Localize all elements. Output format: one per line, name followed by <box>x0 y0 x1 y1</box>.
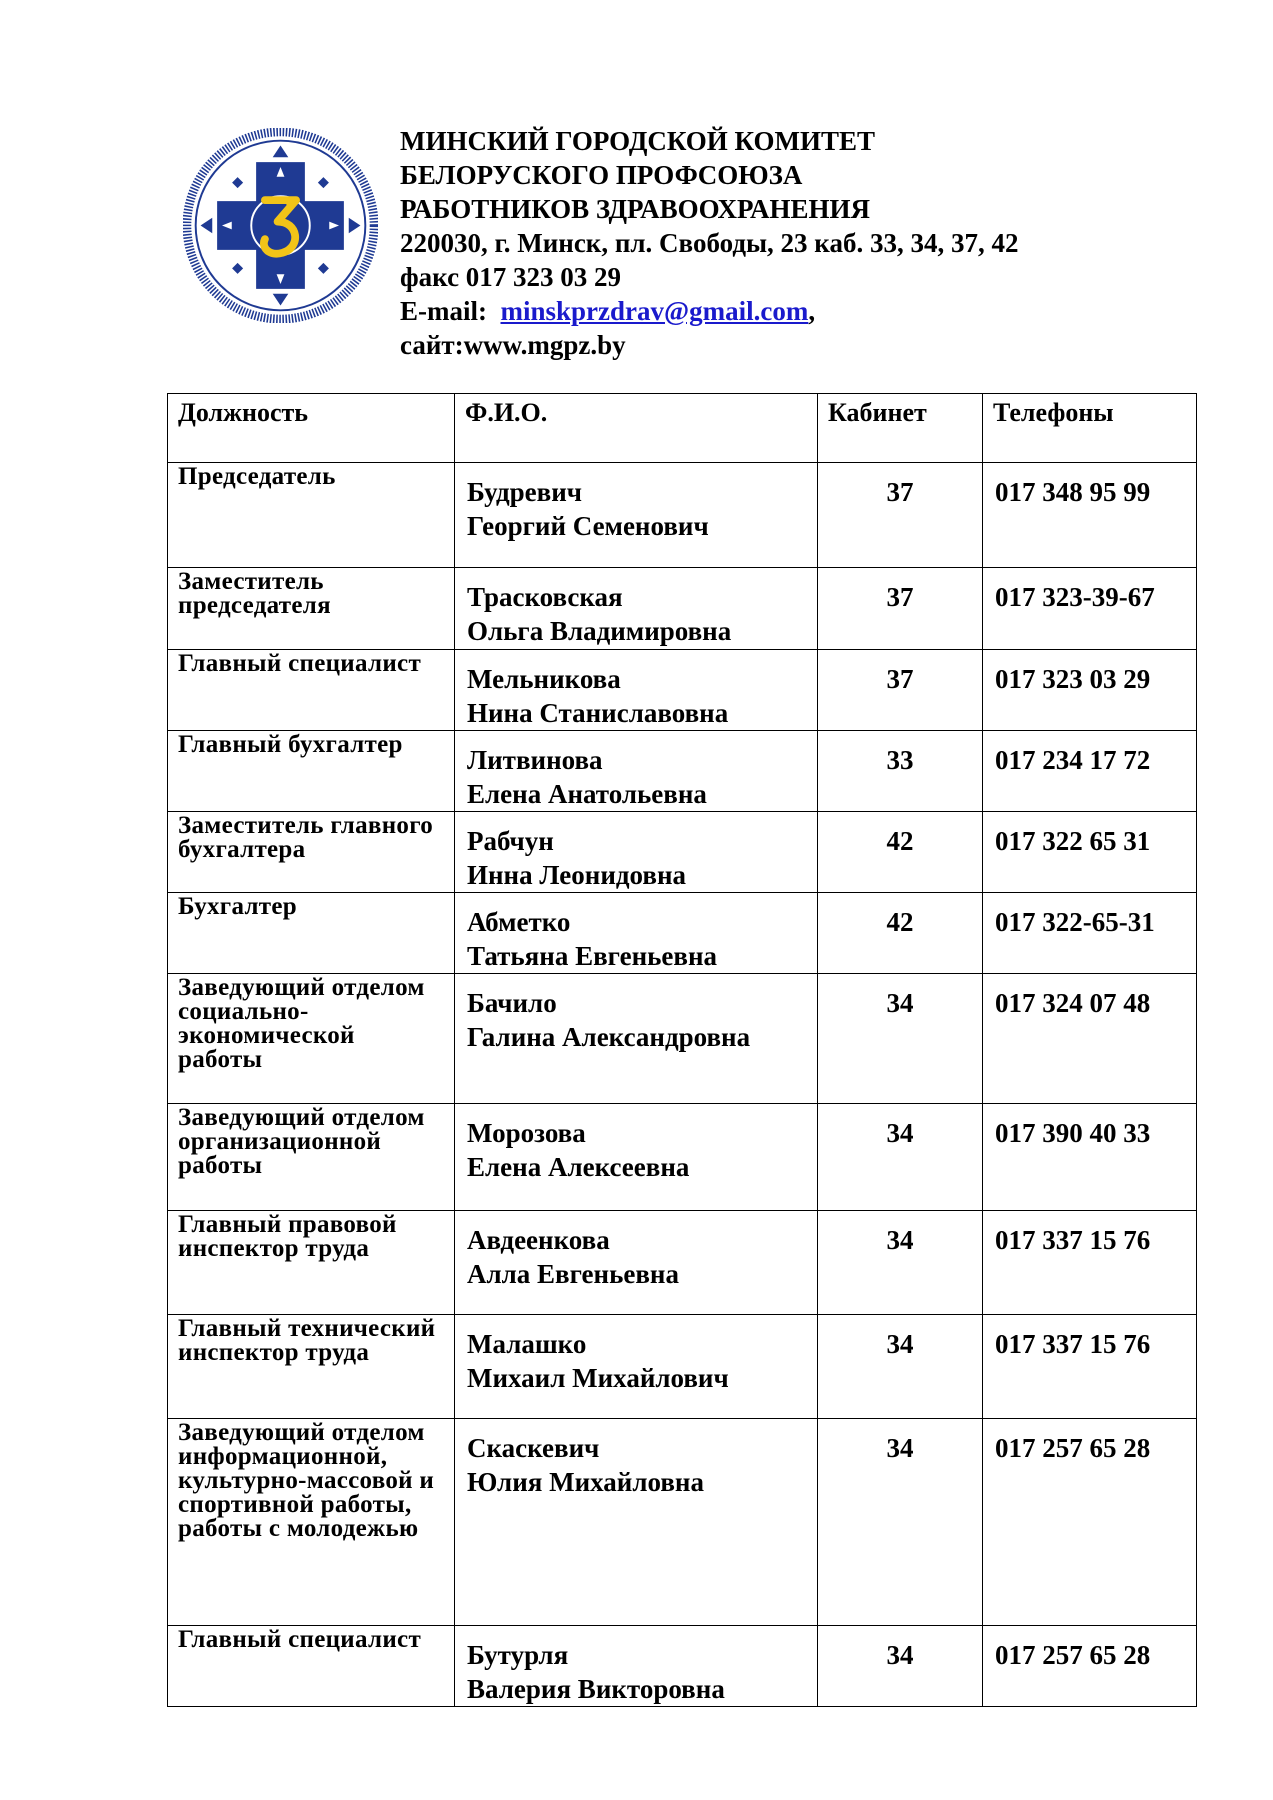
table-row <box>168 463 1197 568</box>
position-cell <box>168 1626 455 1707</box>
name-cell <box>455 893 818 974</box>
room-text: 42 <box>886 907 914 937</box>
name-cell <box>455 731 818 812</box>
room-text: 34 <box>886 1640 914 1670</box>
position-text: Председатель <box>178 463 336 490</box>
room-cell <box>818 812 983 893</box>
phone-cell <box>983 1626 1197 1707</box>
email-link[interactable]: minskprzdrav@gmail.com <box>500 296 809 326</box>
union-emblem-icon <box>183 128 378 323</box>
given-name-text: Алла Евгеньевна <box>467 1259 679 1289</box>
phone-cell <box>983 974 1197 1104</box>
table-header-row <box>168 394 1197 463</box>
given-name-text: Галина Александровна <box>467 1022 751 1052</box>
table-row <box>168 1626 1197 1707</box>
org-name-line-3: РАБОТНИКОВ ЗДРАВООХРАНЕНИЯ <box>400 194 871 224</box>
name-cell <box>455 974 818 1104</box>
room-cell <box>818 463 983 568</box>
surname-text: Мельникова <box>467 664 621 694</box>
room-cell <box>818 893 983 974</box>
position-cell <box>168 650 455 731</box>
table-row <box>168 812 1197 893</box>
given-name-text: Нина Станиславовна <box>467 698 729 728</box>
staff-table <box>167 393 1197 1707</box>
table-row <box>168 1419 1197 1626</box>
room-text: 34 <box>886 988 914 1018</box>
email-suffix: , <box>808 296 816 326</box>
header-phone: Телефоны <box>983 394 1197 463</box>
surname-text: Бутурля <box>467 1640 569 1670</box>
name-cell <box>455 568 818 650</box>
room-text: 37 <box>886 582 914 612</box>
name-cell <box>455 650 818 731</box>
name-cell <box>455 1315 818 1419</box>
org-fax: факс 017 323 03 29 <box>400 262 622 292</box>
phone-text: 017 257 65 28 <box>995 1433 1151 1463</box>
given-name-text: Инна Леонидовна <box>467 860 687 890</box>
surname-text: Бачило <box>467 988 557 1018</box>
position-cell <box>168 974 455 1104</box>
phone-text: 017 390 40 33 <box>995 1118 1151 1148</box>
position-text: Бухгалтер <box>178 893 297 920</box>
name-cell <box>455 1419 818 1626</box>
given-name-text: Юлия Михайловна <box>467 1467 704 1497</box>
name-cell <box>455 463 818 568</box>
position-text: Заведующий отделом информационной, культурно-массовой и спортивной работы, работы с молодежью <box>178 1419 435 1542</box>
table-row <box>168 893 1197 974</box>
room-text: 37 <box>886 477 914 507</box>
table-row <box>168 1211 1197 1315</box>
org-name-line-1: МИНСКИЙ ГОРОДСКОЙ КОМИТЕТ <box>400 126 875 156</box>
phone-cell <box>983 1315 1197 1419</box>
surname-text: Скаскевич <box>467 1433 600 1463</box>
given-name-text: Ольга Владимировна <box>467 616 732 646</box>
email-label: E-mail: <box>400 296 487 326</box>
table-row <box>168 1315 1197 1419</box>
room-cell <box>818 1211 983 1315</box>
phone-text: 017 323 03 29 <box>995 664 1151 694</box>
phone-cell <box>983 893 1197 974</box>
position-cell <box>168 731 455 812</box>
phone-text: 017 234 17 72 <box>995 745 1151 775</box>
phone-text: 017 322 65 31 <box>995 826 1151 856</box>
surname-text: Морозова <box>467 1118 586 1148</box>
position-text: Главный бухгалтер <box>178 731 403 758</box>
position-cell <box>168 1419 455 1626</box>
surname-text: Литвинова <box>467 745 603 775</box>
room-cell <box>818 1419 983 1626</box>
org-website: сайт:www.mgpz.by <box>400 330 626 360</box>
organization-header <box>400 124 1018 362</box>
room-text: 34 <box>886 1433 914 1463</box>
position-cell <box>168 568 455 650</box>
phone-cell <box>983 463 1197 568</box>
position-text: Заведующий отделом организационной работы <box>178 1104 425 1179</box>
phone-cell <box>983 1211 1197 1315</box>
staff-table-body <box>168 463 1197 1707</box>
phone-cell <box>983 1104 1197 1211</box>
position-cell <box>168 893 455 974</box>
header-name: Ф.И.О. <box>455 394 818 463</box>
phone-cell <box>983 568 1197 650</box>
phone-text: 017 257 65 28 <box>995 1640 1151 1670</box>
org-email-line <box>400 294 1018 328</box>
phone-text: 017 337 15 76 <box>995 1225 1151 1255</box>
given-name-text: Валерия Викторовна <box>467 1674 725 1704</box>
room-text: 37 <box>886 664 914 694</box>
given-name-text: Елена Алексеевна <box>467 1152 690 1182</box>
surname-text: Рабчун <box>467 826 554 856</box>
surname-text: Абметко <box>467 907 571 937</box>
phone-text: 017 322-65-31 <box>995 907 1155 937</box>
given-name-text: Елена Анатольевна <box>467 779 707 809</box>
position-text: Главный правовой инспектор труда <box>178 1211 397 1262</box>
position-cell <box>168 812 455 893</box>
org-address: 220030, г. Минск, пл. Свободы, 23 каб. 33, 34, 37, 42 <box>400 228 1019 258</box>
name-cell <box>455 1626 818 1707</box>
name-cell <box>455 812 818 893</box>
surname-text: Будревич <box>467 477 583 507</box>
position-text: Главный специалист <box>178 1626 422 1653</box>
surname-text: Малашко <box>467 1329 587 1359</box>
position-text: Главный специалист <box>178 650 422 677</box>
phone-text: 017 323-39-67 <box>995 582 1155 612</box>
position-text: Главный технический инспектор труда <box>178 1315 436 1366</box>
room-cell <box>818 1315 983 1419</box>
position-cell <box>168 463 455 568</box>
table-row <box>168 1104 1197 1211</box>
room-text: 34 <box>886 1118 914 1148</box>
phone-cell <box>983 731 1197 812</box>
position-text: Заместитель председателя <box>178 568 331 619</box>
header-room: Кабинет <box>818 394 983 463</box>
table-row <box>168 974 1197 1104</box>
name-cell <box>455 1104 818 1211</box>
room-cell <box>818 650 983 731</box>
phone-cell <box>983 650 1197 731</box>
given-name-text: Михаил Михайлович <box>467 1363 729 1393</box>
name-cell <box>455 1211 818 1315</box>
position-text: Заведующий отделом социально-экономической работы <box>178 974 425 1073</box>
given-name-text: Георгий Семенович <box>467 511 709 541</box>
surname-text: Авдеенкова <box>467 1225 610 1255</box>
room-cell <box>818 1104 983 1211</box>
position-cell <box>168 1104 455 1211</box>
phone-text: 017 337 15 76 <box>995 1329 1151 1359</box>
table-row <box>168 731 1197 812</box>
position-cell <box>168 1315 455 1419</box>
phone-cell <box>983 1419 1197 1626</box>
room-cell <box>818 974 983 1104</box>
org-name-line-2: БЕЛОРУСКОГО ПРОФСОЮЗА <box>400 160 803 190</box>
phone-cell <box>983 812 1197 893</box>
room-text: 42 <box>886 826 914 856</box>
room-cell <box>818 1626 983 1707</box>
room-text: 34 <box>886 1329 914 1359</box>
given-name-text: Татьяна Евгеньевна <box>467 941 718 971</box>
surname-text: Трасковская <box>467 582 623 612</box>
room-text: 33 <box>886 745 914 775</box>
position-text: Заместитель главного бухгалтера <box>178 812 434 863</box>
table-row <box>168 568 1197 650</box>
header-position: Должность <box>168 394 455 463</box>
room-text: 34 <box>886 1225 914 1255</box>
room-cell <box>818 731 983 812</box>
room-cell <box>818 568 983 650</box>
phone-text: 017 324 07 48 <box>995 988 1151 1018</box>
phone-text: 017 348 95 99 <box>995 477 1151 507</box>
position-cell <box>168 1211 455 1315</box>
table-row <box>168 650 1197 731</box>
